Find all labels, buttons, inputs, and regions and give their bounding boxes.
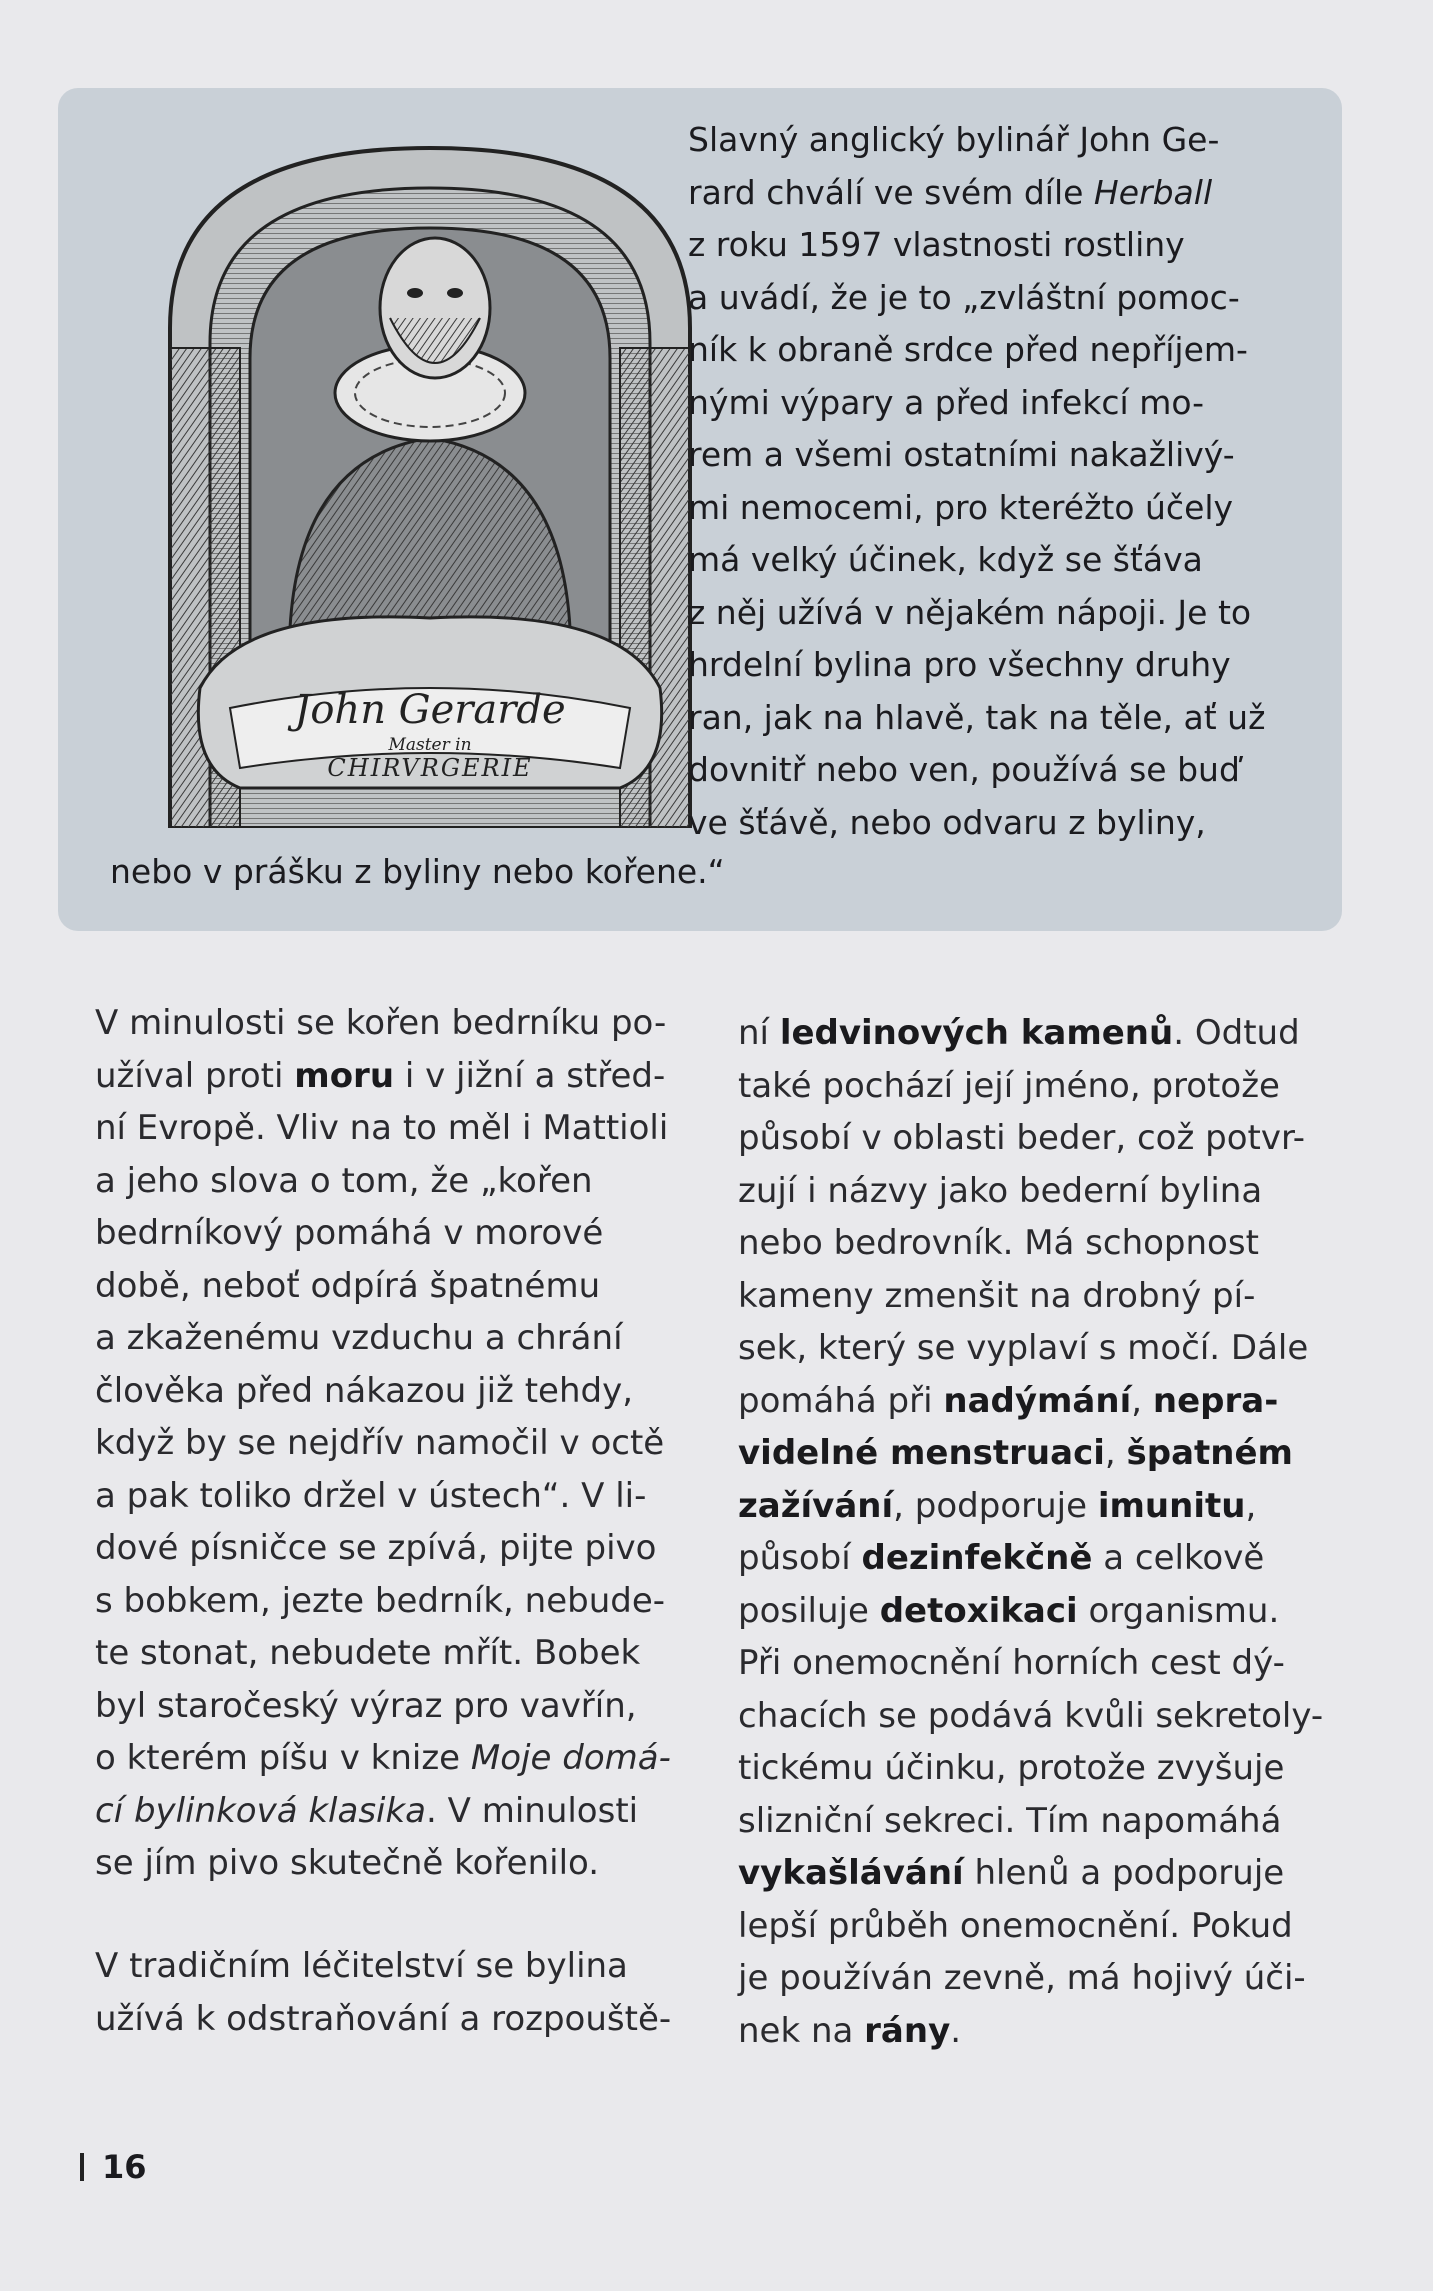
sidebar-line: dovnitř nebo ven, používá se buď xyxy=(688,750,1240,789)
body-text: . xyxy=(950,2010,962,2051)
sidebar-line: nými výpary a před infekcí mo- xyxy=(688,382,1205,422)
body-line: s bobkem, jezte bedrník, nebude- xyxy=(95,1580,666,1621)
body-line: dové písničce se zpívá, pijte pivo xyxy=(95,1528,657,1568)
sidebar-line: ran, jak na hlavě, tak na těle, ať už xyxy=(688,697,1266,737)
sidebar-line: má velký účinek, když se šťáva xyxy=(688,540,1203,579)
body-line: člověka před nákazou již tehdy, xyxy=(95,1370,634,1411)
body-line: byl staročeský výraz pro vavřín, xyxy=(95,1685,637,1726)
body-line xyxy=(95,1050,735,1103)
body-line xyxy=(738,1480,1378,1533)
body-text: . Odtud xyxy=(1173,1013,1300,1053)
body-line: je používán zevně, má hojivý úči- xyxy=(738,1958,1306,1998)
body-line: a zkaženému vzduchu a chrání xyxy=(95,1318,623,1358)
sidebar-line: hrdelní bylina pro všechny druhy xyxy=(688,645,1231,684)
keyword: imunitu xyxy=(1097,1485,1246,1526)
page-number-text: 16 xyxy=(102,2148,147,2186)
body-line: také pochází její jméno, protože xyxy=(738,1065,1280,1106)
body-line: působí v oblasti beder, což potvr- xyxy=(738,1118,1306,1158)
body-text: , xyxy=(1104,1433,1127,1473)
body-text: organismu. xyxy=(1077,1590,1280,1631)
sidebar-line: rem a všemi ostatními nakažlivý- xyxy=(688,435,1235,474)
sidebar-line: z roku 1597 vlastnosti rostliny xyxy=(688,225,1185,264)
body-line: slizniční sekreci. Tím napomáhá xyxy=(738,1800,1282,1841)
sidebar-line-part: rard chválí ve svém díle xyxy=(688,172,1094,212)
keyword: ledvinových kamenů xyxy=(779,1013,1174,1053)
body-line: tickému účinku, protože zvyšuje xyxy=(738,1748,1285,1788)
sidebar-line: ník k obraně srdce před nepříjem- xyxy=(688,330,1248,369)
body-line: kameny zmenšit na drobný pí- xyxy=(738,1275,1256,1316)
body-line xyxy=(738,1585,1378,1638)
sidebar-line: Slavný anglický bylinář John Ge- xyxy=(688,120,1220,159)
body-text: užíval proti xyxy=(95,1055,295,1096)
body-line: lepší průběh onemocnění. Pokud xyxy=(738,1905,1293,1946)
body-line: chacích se podává kvůli sekretoly- xyxy=(738,1695,1324,1736)
sidebar-line: z něj užívá v nějakém nápoji. Je to xyxy=(688,592,1252,632)
body-text: , podporuje xyxy=(893,1485,1098,1526)
body-line: a jeho slova o tom, že „kořen xyxy=(95,1160,593,1201)
keyword: rány xyxy=(864,2010,951,2051)
body-line: nebo bedrovník. Má schopnost xyxy=(738,1223,1259,1263)
keyword-moru: moru xyxy=(294,1055,395,1096)
body-text: ní xyxy=(738,1013,780,1053)
sidebar-line xyxy=(688,167,1328,220)
body-line: sek, který se vyplaví s močí. Dále xyxy=(738,1328,1309,1368)
body-line: zují i názvy jako bederní bylina xyxy=(738,1170,1263,1211)
body-line xyxy=(95,1785,735,1838)
body-line xyxy=(738,1375,1378,1428)
keyword: nadýmání xyxy=(943,1380,1132,1421)
body-text: nek na xyxy=(738,2010,865,2051)
body-text: a celkově xyxy=(1092,1538,1265,1578)
portrait-caption-name: John Gerarde xyxy=(294,687,566,733)
keyword: dezinfekčně xyxy=(861,1538,1093,1578)
engraved-portrait-image xyxy=(150,128,710,828)
keyword: špatném xyxy=(1126,1433,1293,1473)
body-text: i v jižní a střed- xyxy=(394,1055,666,1096)
body-line: užívá k odstraňování a rozpouště- xyxy=(95,1998,672,2039)
right-column xyxy=(738,1007,1378,2057)
book-title: cí bylinková klasika xyxy=(95,1790,427,1831)
keyword: detoxikaci xyxy=(879,1590,1078,1631)
sidebar-text xyxy=(688,114,1328,849)
body-line: V tradičním léčitelství se bylina xyxy=(95,1946,628,1986)
body-line: když by se nejdřív namočil v octě xyxy=(95,1423,665,1463)
body-line xyxy=(738,2005,1378,2058)
body-line: a pak toliko držel v ústech“. V li- xyxy=(95,1475,647,1516)
body-line: době, neboť odpírá špatnému xyxy=(95,1265,601,1306)
body-line: Při onemocnění horních cest dý- xyxy=(738,1643,1285,1683)
body-line: te stonat, nebudete mřít. Bobek xyxy=(95,1633,641,1673)
body-text: , xyxy=(1245,1485,1257,1526)
body-text: posiluje xyxy=(738,1590,880,1631)
keyword: vykašlávání xyxy=(738,1853,964,1893)
sidebar-last-line: nebo v prášku z byliny nebo kořene.“ xyxy=(110,852,725,891)
sidebar-line: a uvádí, že je to „zvláštní pomoc- xyxy=(688,277,1240,317)
body-line: ní Evropě. Vliv na to měl i Mattioli xyxy=(95,1108,669,1148)
keyword: videlné menstruaci xyxy=(738,1433,1105,1473)
portrait-caption-line3: CHIRVRGERIE xyxy=(327,754,533,782)
left-column xyxy=(95,997,735,1890)
body-text: pomáhá při xyxy=(738,1380,944,1421)
body-line xyxy=(738,1532,1378,1585)
sidebar-box xyxy=(58,88,1342,931)
sidebar-line: ve šťávě, nebo odvaru z byliny, xyxy=(688,802,1206,842)
body-line xyxy=(95,1732,735,1785)
body-text: hlenů a podporuje xyxy=(963,1853,1285,1893)
body-line xyxy=(738,1847,1378,1900)
book-title: Moje domá- xyxy=(470,1738,671,1778)
page-number-bar xyxy=(80,2153,84,2181)
body-line xyxy=(738,1427,1378,1480)
body-text: , xyxy=(1131,1380,1153,1421)
body-line xyxy=(738,1007,1378,1060)
portrait-caption-line2: Master in xyxy=(388,735,472,755)
sidebar-line: mi nemocemi, pro kteréžto účely xyxy=(688,487,1234,527)
body-line: bedrníkový pomáhá v morové xyxy=(95,1213,604,1253)
left-column-paragraph-2 xyxy=(95,1940,735,2045)
body-line: V minulosti se kořen bedrníku po- xyxy=(95,1003,667,1043)
body-text: působí xyxy=(738,1538,862,1578)
keyword: nepra- xyxy=(1152,1380,1279,1421)
body-line: se jím pivo skutečně kořenilo. xyxy=(95,1843,600,1883)
book-title-herball: Herball xyxy=(1093,172,1213,212)
body-text: . V minulosti xyxy=(426,1790,639,1831)
body-text: o kterém píšu v knize xyxy=(95,1738,471,1778)
keyword: zažívání xyxy=(738,1485,894,1526)
page-number xyxy=(80,2148,147,2186)
